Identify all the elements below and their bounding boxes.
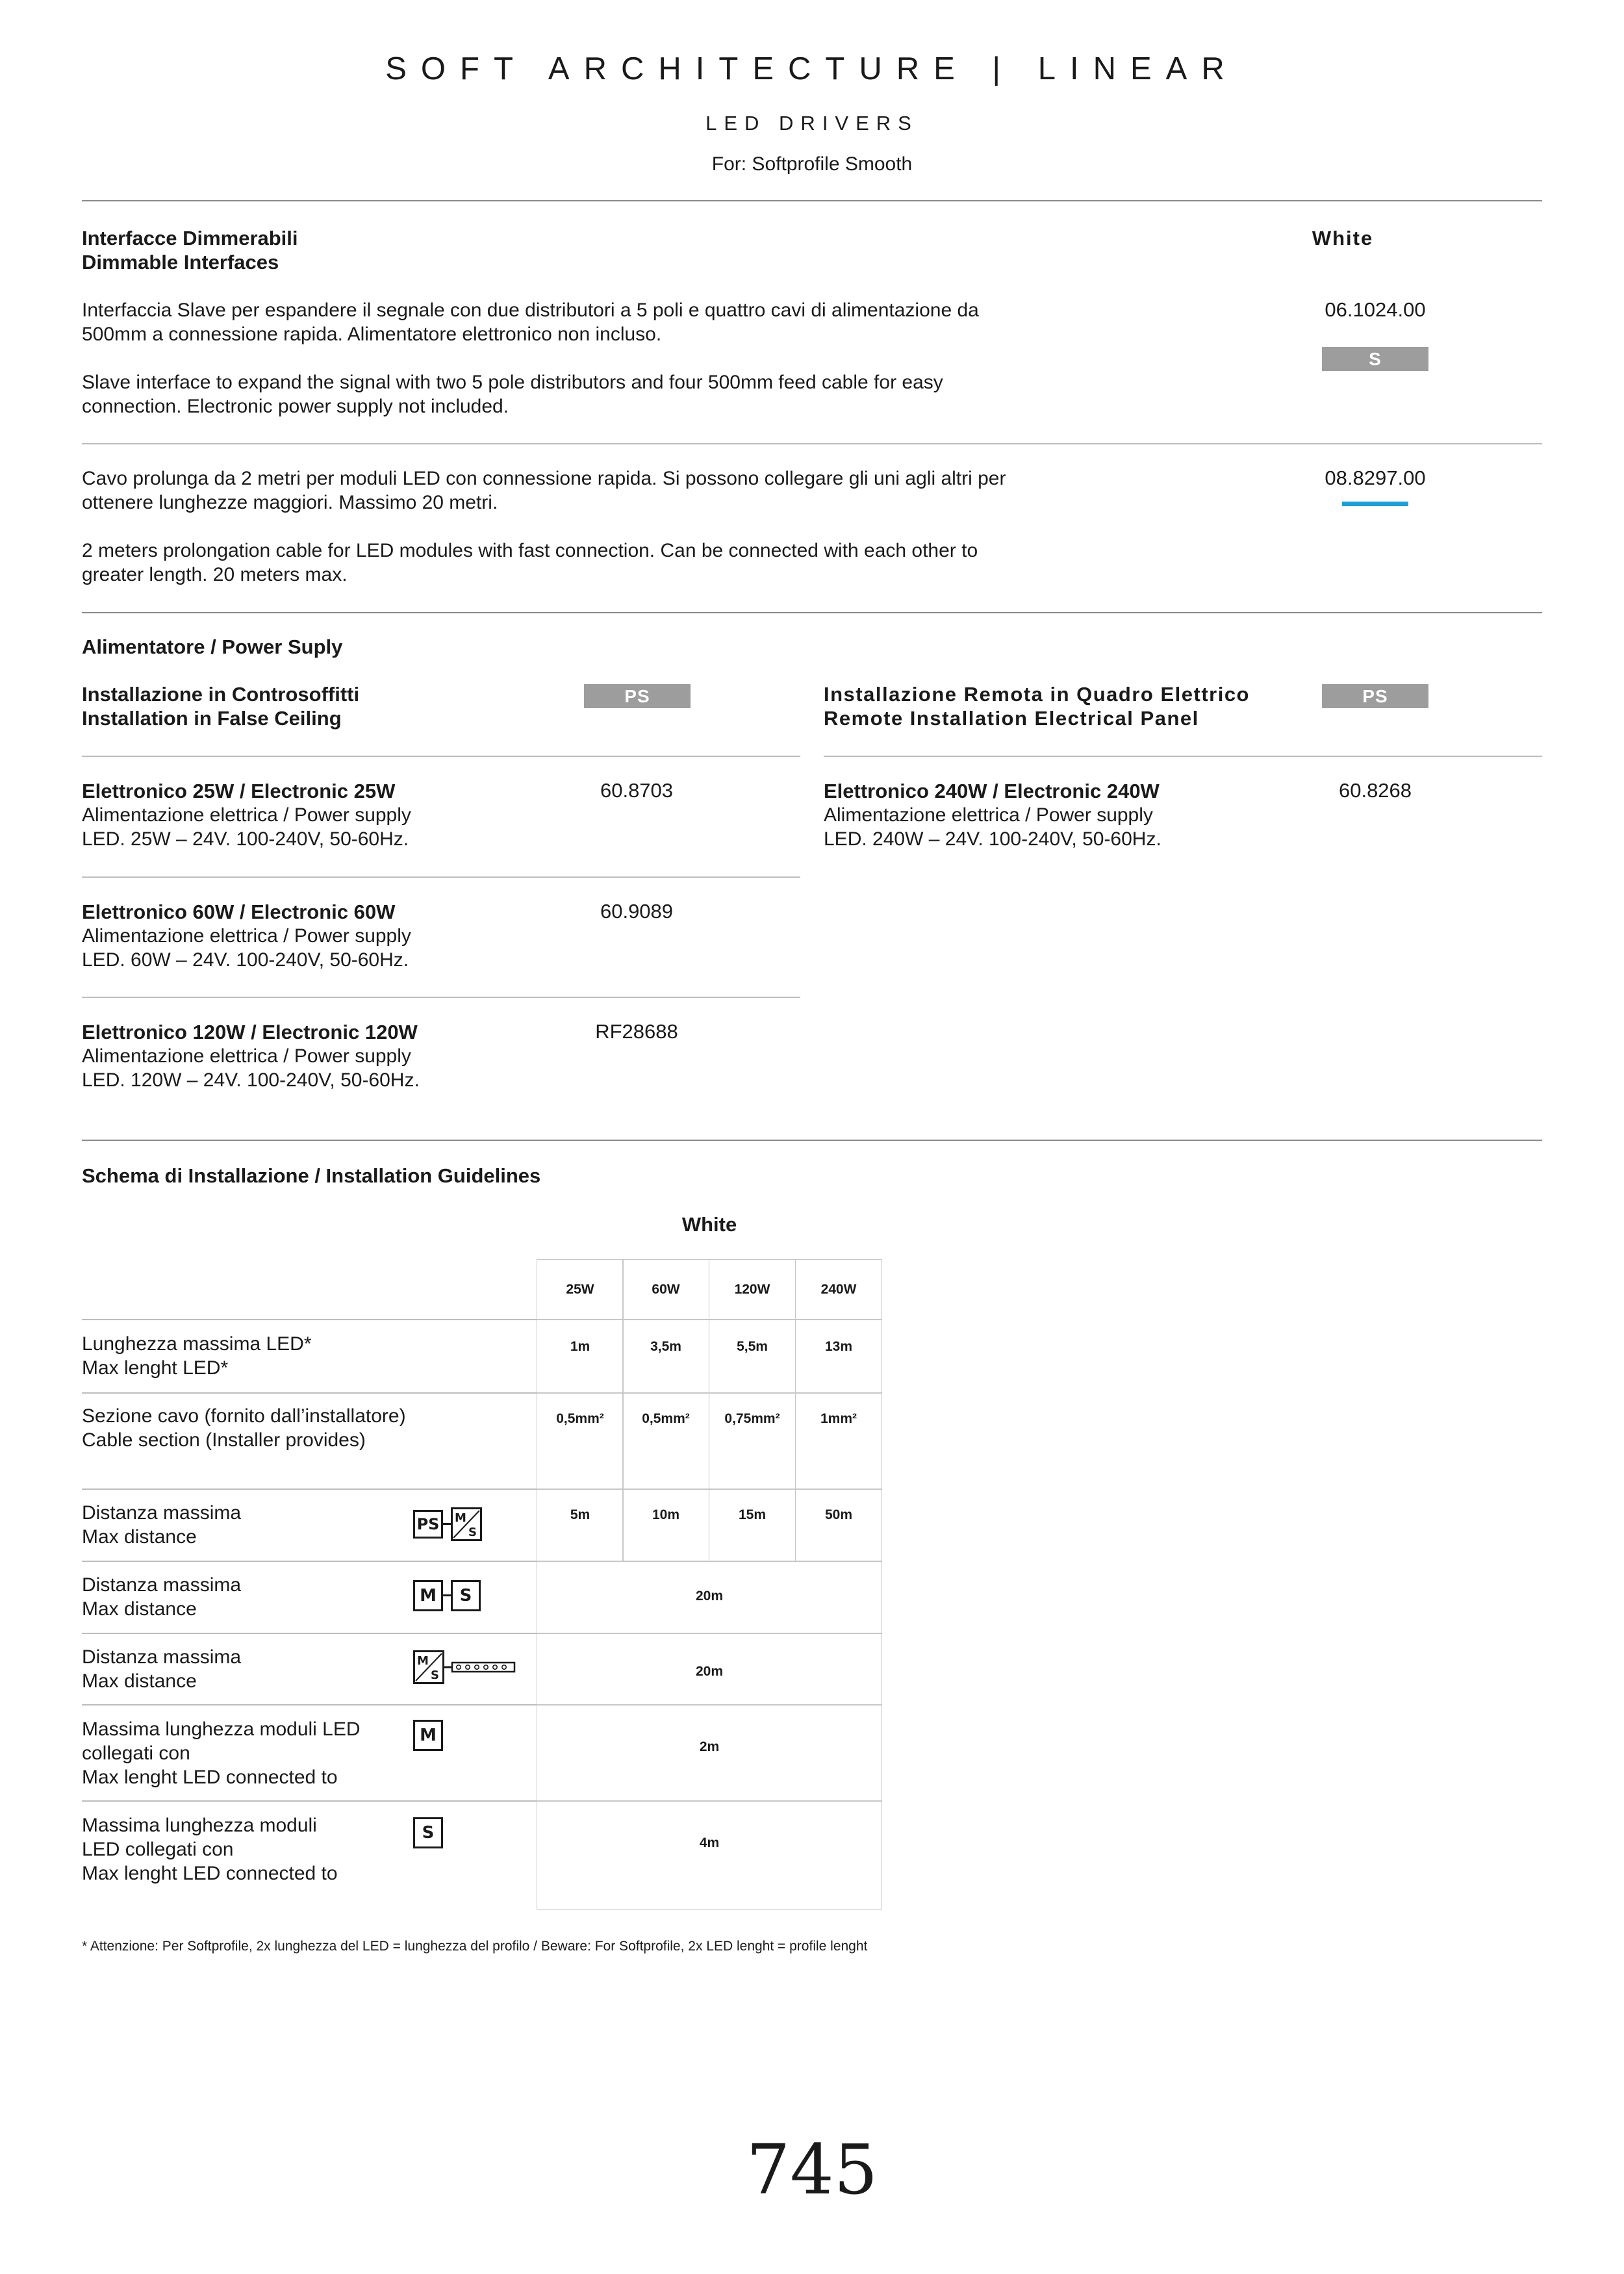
interface-text-en-2: connection. Electronic power supply not included. — [82, 396, 509, 417]
driver-desc-1: Alimentazione elettrica / Power supply — [82, 1045, 411, 1067]
false-ceiling-heading-en: Installation in False Ceiling — [82, 707, 342, 730]
driver-desc-2: LED. 25W – 24V. 100-240V, 50-60Hz. — [82, 828, 409, 850]
driver-desc-1: Alimentazione elettrica / Power supply — [824, 804, 1153, 826]
row-label: Distanza massima — [82, 1646, 242, 1668]
driver-code: 60.8703 — [600, 779, 674, 802]
interface-text-en-1: Slave interface to expand the signal with two 5 pole distributors and four 500mm feed cable for easy — [82, 372, 943, 393]
product-for-line: For: Softprofile Smooth — [711, 153, 913, 175]
divider — [82, 443, 1542, 444]
table-cell: 3,5m — [622, 1319, 709, 1394]
cable-code: 08.8297.00 — [1325, 466, 1426, 489]
row-label: Distanza massima — [82, 1502, 242, 1524]
table-cell: 13m — [795, 1319, 882, 1394]
driver-name: Elettronico 25W / Electronic 25W — [82, 780, 396, 802]
cable-text-it-2: ottenere lunghezze maggiori. Massimo 20 metri. — [82, 492, 498, 513]
table-cell: 5,5m — [709, 1319, 796, 1394]
table-cell: 0,5mm² — [622, 1392, 709, 1490]
table-cell: 5m — [537, 1488, 624, 1562]
divider — [82, 997, 800, 998]
driver-code: 60.9089 — [600, 900, 674, 923]
column-header: 240W — [795, 1259, 882, 1320]
row-label: Sezione cavo (fornito dall’installatore) — [82, 1405, 406, 1427]
row-label: Massima lunghezza moduli — [82, 1815, 317, 1836]
dimmable-heading-en: Dimmable Interfaces — [82, 251, 279, 274]
dimmable-heading-it: Interfacce Dimmerabili — [82, 227, 298, 249]
driver-name: Elettronico 120W / Electronic 120W — [82, 1021, 418, 1043]
page-subtitle: LED DRIVERS — [705, 112, 919, 134]
driver-desc-1: Alimentazione elettrica / Power supply — [82, 804, 411, 826]
interface-text-it-1: Interfaccia Slave per espandere il segnale con due distributori a 5 poli e quattro cavi di alimentazione da — [82, 300, 979, 321]
driver-desc-2: LED. 60W – 24V. 100-240V, 50-60Hz. — [82, 949, 409, 971]
cable-text-it-1: Cavo prolunga da 2 metri per moduli LED con connessione rapida. Si possono collegare gli uni agli altri per — [82, 468, 1006, 489]
page-title: SOFT ARCHITECTURE | LINEAR — [385, 51, 1239, 86]
ps-box: PS — [413, 1510, 443, 1539]
row-label: collegati con — [82, 1743, 190, 1764]
row-label: Max lenght LED connected to — [82, 1767, 338, 1788]
ps-to-ms-icon — [413, 1507, 491, 1541]
m-icon: M — [413, 1720, 443, 1751]
column-header: 120W — [709, 1259, 796, 1320]
m-to-s-icon — [413, 1579, 491, 1613]
m-box: M — [413, 1580, 443, 1611]
svg-text:M: M — [417, 1654, 429, 1668]
divider — [82, 612, 1542, 613]
driver-code: RF28688 — [595, 1020, 678, 1043]
ms-box — [451, 1507, 482, 1541]
ps-tag: PS — [584, 684, 691, 708]
driver-desc-2: LED. 120W – 24V. 100-240V, 50-60Hz. — [82, 1069, 420, 1091]
row-divider — [82, 1704, 537, 1706]
cable-text-en-1: 2 meters prolongation cable for LED modules with fast connection. Can be connected with each other to — [82, 540, 978, 561]
table-cell-span: 2m — [537, 1704, 882, 1802]
column-header: 60W — [622, 1259, 709, 1320]
table-cell-span: 20m — [537, 1633, 882, 1706]
interface-code: 06.1024.00 — [1325, 298, 1426, 321]
divider — [824, 756, 1542, 757]
svg-text:S: S — [431, 1668, 439, 1682]
ps-tag: PS — [1322, 684, 1428, 708]
row-divider — [82, 1561, 537, 1562]
interface-text-it-2: 500mm a connessione rapida. Alimentatore elettronico non incluso. — [82, 324, 662, 345]
table-cell: 50m — [795, 1488, 882, 1562]
table-cell: 0,75mm² — [709, 1392, 796, 1490]
guidelines-heading: Schema di Installazione / Installation Guidelines — [82, 1164, 541, 1187]
ms-to-led-strip-icon — [413, 1650, 517, 1685]
row-divider — [82, 1392, 537, 1394]
svg-text:S: S — [468, 1526, 477, 1539]
cable-text-en-2: greater length. 20 meters max. — [82, 564, 348, 585]
row-label: Max distance — [82, 1598, 197, 1620]
table-cell: 1m — [537, 1319, 624, 1394]
row-label: Max lenght LED connected to — [82, 1863, 338, 1884]
row-divider — [82, 1319, 537, 1320]
table-cell: 0,5mm² — [537, 1392, 624, 1490]
s-box: S — [451, 1580, 481, 1611]
driver-name: Elettronico 240W / Electronic 240W — [824, 780, 1160, 802]
svg-text:M: M — [455, 1511, 466, 1525]
driver-name: Elettronico 60W / Electronic 60W — [82, 901, 396, 923]
divider — [82, 200, 1542, 201]
row-label: LED collegati con — [82, 1839, 234, 1860]
divider — [82, 756, 800, 757]
table-cell: 1mm² — [795, 1392, 882, 1490]
driver-desc-1: Alimentazione elettrica / Power supply — [82, 925, 411, 947]
column-header: 25W — [537, 1259, 624, 1320]
row-label: Max lenght LED* — [82, 1357, 229, 1379]
row-label: Cable section (Installer provides) — [82, 1429, 366, 1451]
slave-tag: S — [1322, 347, 1428, 371]
row-label: Max distance — [82, 1670, 197, 1692]
guidelines-white-label: White — [681, 1213, 737, 1236]
remote-install-heading-it: Installazione Remota in Quadro Elettrico — [824, 683, 1250, 706]
row-label: Massima lunghezza moduli LED — [82, 1718, 361, 1740]
footnote: * Attenzione: Per Softprofile, 2x lunghezza del LED = lunghezza del profilo / Beware: For Softprofile, 2x LED lenght = profile lenght — [82, 1939, 868, 1954]
table-cell-span: 20m — [537, 1561, 882, 1634]
white-column-label: White — [1312, 227, 1374, 249]
row-divider — [82, 1633, 537, 1634]
table-cell: 10m — [622, 1488, 709, 1562]
row-divider — [82, 1800, 537, 1802]
row-label: Distanza massima — [82, 1574, 242, 1596]
remote-install-heading-en: Remote Installation Electrical Panel — [824, 707, 1199, 730]
power-supply-heading: Alimentatore / Power Suply — [82, 635, 343, 658]
divider — [82, 876, 800, 878]
false-ceiling-heading-it: Installazione in Controsoffitti — [82, 683, 360, 706]
page-number: 745 — [746, 2130, 878, 2210]
row-label: Lunghezza massima LED* — [82, 1333, 312, 1355]
table-cell-span: 4m — [537, 1800, 882, 1910]
row-divider — [82, 1488, 537, 1490]
s-icon: S — [413, 1817, 443, 1848]
driver-code: 60.8268 — [1338, 779, 1412, 802]
divider — [82, 1140, 1542, 1141]
row-label: Max distance — [82, 1526, 197, 1548]
driver-desc-2: LED. 240W – 24V. 100-240V, 50-60Hz. — [824, 828, 1161, 850]
blue-color-swatch — [1342, 502, 1408, 506]
table-cell: 15m — [709, 1488, 796, 1562]
